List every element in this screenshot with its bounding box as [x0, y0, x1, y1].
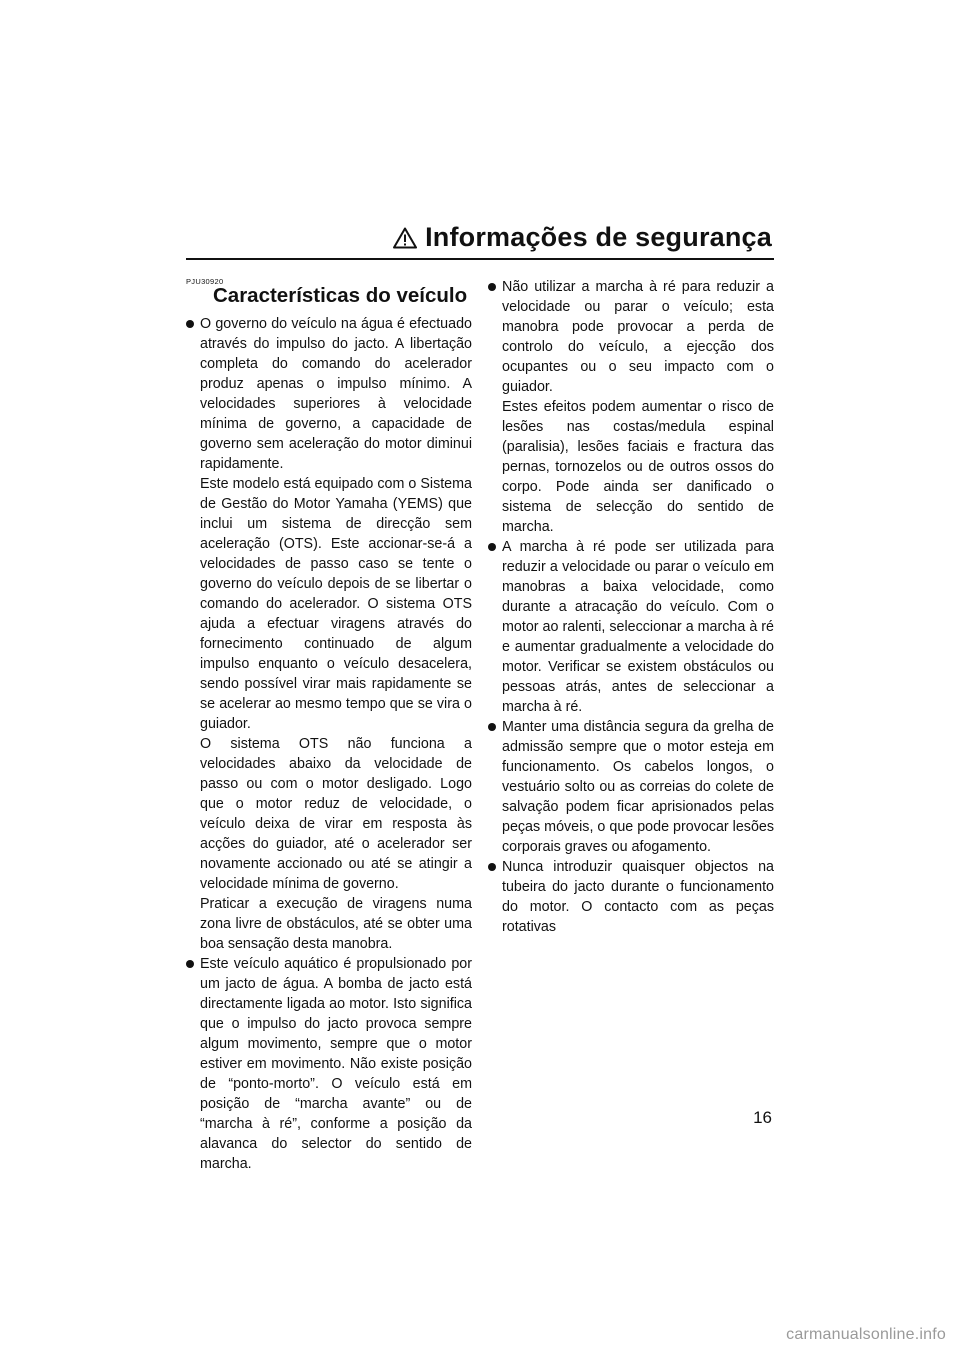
bullet-item [186, 954, 472, 1174]
bullet-item [488, 717, 774, 857]
header-title-text: Informações de segurança [425, 222, 772, 252]
paragraph: Não utilizar a marcha à ré para reduzir a velocidade ou parar o veículo; esta manobra pode provocar a perda de controlo do veículo, a ejecção dos ocupantes ou o seu impacto com o guiador. [502, 279, 774, 395]
paragraph: O governo do veículo na água é efectuado através do impulso do jacto. A libertação completa do comando do acelerador produz apenas o impulso mínimo. A velocidades superiores à velocidade mínima de governo, a capacidade de governo sem aceleração do motor diminui rapidamente. [200, 316, 472, 472]
right-column [488, 277, 774, 937]
paragraph: A marcha à ré pode ser utilizada para reduzir a velocidade ou parar o veículo em manobras a baixa velocidade, como durante a atracação do veículo. Com o motor ao ralenti, seleccionar a marcha à ré e aumentar gradualmente a velocidade do motor. Verificar se existem obstáculos ou pessoas atrás, antes de seleccionar a marcha à ré. [502, 539, 774, 715]
section-code: PJU30920 [186, 277, 224, 286]
paragraph: Praticar a execução de viragens numa zona livre de obstáculos, até se obter uma boa sensação desta manobra. [200, 896, 472, 952]
header-title [393, 222, 772, 253]
section-title: Características do veículo [213, 284, 468, 307]
bullet-item [488, 277, 774, 537]
footer-watermark: carmanualsonline.info [786, 1326, 946, 1343]
left-column [186, 277, 472, 1174]
bullet-item [488, 857, 774, 937]
paragraph: Nunca introduzir quaisquer objectos na tubeira do jacto durante o funcionamento do motor. O contacto com as peças rotativas [502, 859, 774, 935]
bullet-item [488, 537, 774, 717]
right-items [488, 277, 774, 937]
page-number: 16 [753, 1108, 772, 1127]
paragraph: O sistema OTS não funciona a velocidades abaixo da velocidade de passo ou com o motor desligado. Logo que o motor reduz de velocidade, o veículo deixa de virar em resposta às acções do guiador, até o acelerador ser novamente accionado ou até se atingir a velocidade mínima de governo. [200, 736, 472, 892]
paragraph: Estes efeitos podem aumentar o risco de lesões nas costas/medula espinal (paralisia), lesões faciais e fractura das pernas, tornozelos ou de outros ossos do corpo. Pode ainda ser danificado o sistema de selecção do sentido de marcha. [502, 399, 774, 535]
paragraph: Este veículo aquático é propulsionado por um jacto de água. A bomba de jacto está directamente ligada ao motor. Isto significa que o impulso do jacto provoca sempre algum movimento, sempre que o motor estiver em movimento. Não existe posição de “ponto-morto”. O veículo está em posição de “marcha avante” ou de “marcha à ré”, conforme a posição da alavanca do selector do sentido de marcha. [200, 956, 472, 1172]
paragraph: Manter uma distância segura da grelha de admissão sempre que o motor esteja em funcionamento. Os cabelos longos, o vestuário solto ou as correias do colete de salvação podem ficar aprisionados pelas peças móveis, o que pode provocar lesões corporais graves ou afogamento. [502, 719, 774, 855]
warning-triangle-icon [393, 227, 417, 249]
bullet-item [186, 314, 472, 954]
paragraph: Este modelo está equipado com o Sistema de Gestão do Motor Yamaha (YEMS) que inclui um sistema de direcção sem aceleração (OTS). Este accionar-se-á a velocidades de passo caso se tente o governo do veículo depois de se libertar o comando do acelerador. O sistema OTS ajuda a efectuar viragens através do fornecimento continuado de algum impulso enquanto o veículo desacelera, sendo possível virar mais rapidamente se se acelerar ao mesmo tempo que se vira o guiador. [200, 476, 472, 732]
left-items [186, 314, 472, 1174]
header-rule [186, 258, 774, 260]
